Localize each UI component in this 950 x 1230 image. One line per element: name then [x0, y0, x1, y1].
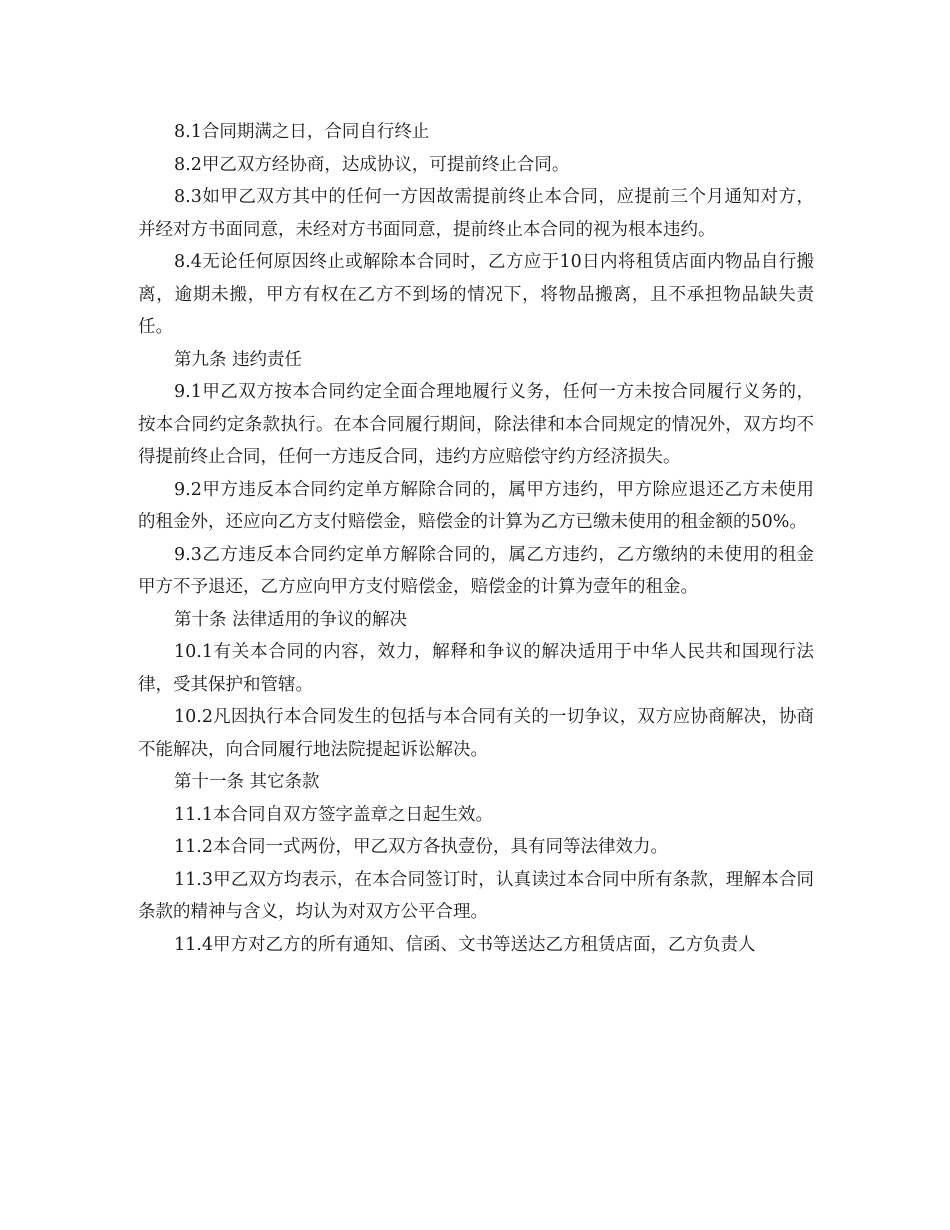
clause-9-1: 9.1甲乙双方按本合同约定全面合理地履行义务，任何一方未按合同履行义务的，按本合同约定条款执行。在本合同履行期间，除法律和本合同规定的情况外，双方均不得提前终止合同，任何一方违反合同，违约方应赔偿守约方经济损失。: [138, 382, 814, 467]
article-11-heading: 第十一条 其它条款: [174, 772, 320, 792]
clause-8-3: 8.3如甲乙双方其中的任何一方因故需提前终止本合同，应提前三个月通知对方，并经对方书面同意，未经对方书面同意，提前终止本合同的视为根本违约。: [138, 187, 814, 240]
clause-8-4: 8.4无论任何原因终止或解除本合同时，乙方应于10日内将租赁店面内物品自行搬离，逾期未搬，甲方有权在乙方不到场的情况下，将物品搬离，且不承担物品缺失责任。: [138, 252, 814, 337]
clause-11-1: 11.1本合同自双方签字盖章之日起生效。: [174, 804, 493, 825]
article-10-heading: 第十条 法律适用的争议的解决: [174, 609, 408, 630]
clause-10-2: 10.2凡因执行本合同发生的包括与本合同有关的一切争议，双方应协商解决，协商不能解决，向合同履行地法院提起诉讼解决。: [138, 707, 814, 760]
clause-8-2: 8.2甲乙双方经协商，达成协议，可提前终止合同。: [174, 154, 570, 175]
clause-9-3: 9.3乙方违反本合同约定单方解除合同的，属乙方违约，乙方缴纳的未使用的租金甲方不予退还，乙方应向甲方支付赔偿金，赔偿金的计算为壹年的租金。: [138, 544, 814, 597]
clause-11-4: 11.4甲方对乙方的所有通知、信函、文书等送达乙方租赁店面，乙方负责人: [174, 934, 756, 955]
clause-11-3: 11.3甲乙双方均表示，在本合同签订时，认真读过本合同中所有条款，理解本合同条款的精神与含义，均认为对双方公平合理。: [138, 869, 814, 922]
clause-9-2: 9.2甲方违反本合同约定单方解除合同的，属甲方违约，甲方除应退还乙方未使用的租金外，还应向乙方支付赔偿金，赔偿金的计算为乙方已缴未使用的租金额的50%。: [138, 479, 814, 532]
article-9-heading: 第九条 违约责任: [174, 349, 303, 370]
clause-11-2: 11.2本合同一式两份，甲乙双方各执壹份，具有同等法律效力。: [174, 837, 668, 857]
document-body: [138, 116, 814, 961]
clause-8-1: 8.1合同期满之日，合同自行终止: [174, 122, 430, 142]
clause-10-1: 10.1有关本合同的内容，效力，解释和争议的解决适用于中华人民共和国现行法律，受其保护和管辖。: [138, 642, 814, 695]
